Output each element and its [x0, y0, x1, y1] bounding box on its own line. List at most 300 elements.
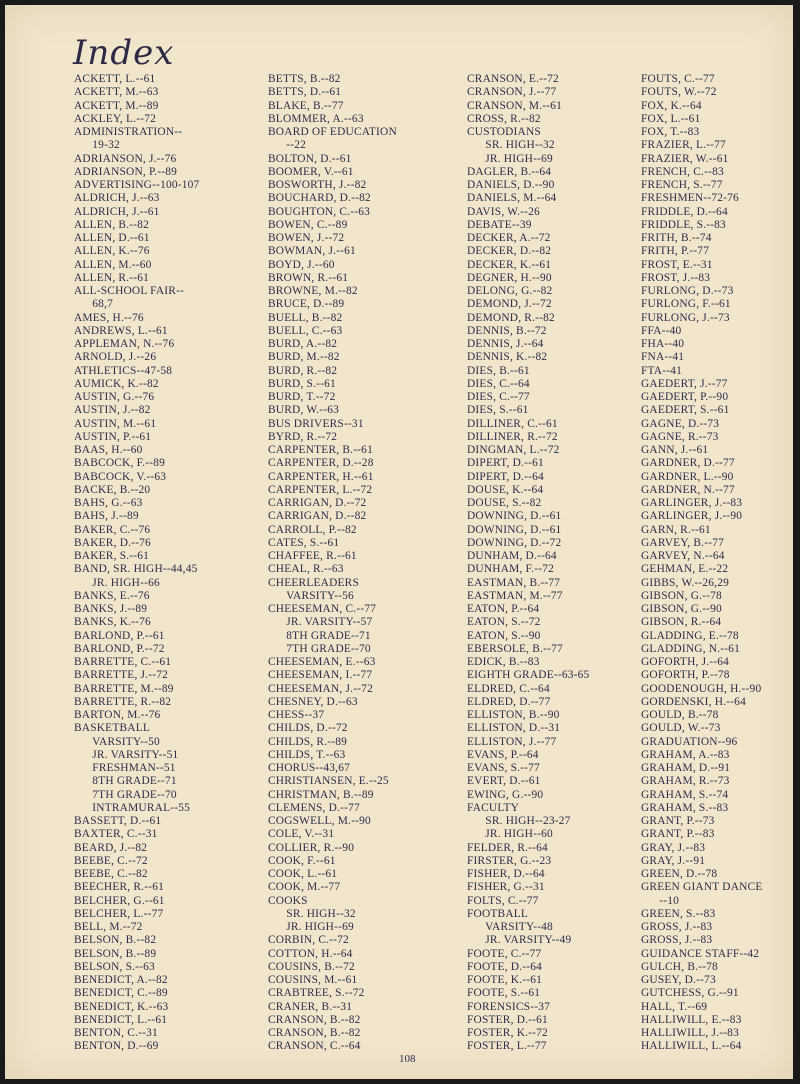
- index-entry: GARLINGER, J.--90: [641, 510, 743, 523]
- index-entry: EVANS, P.--64: [467, 748, 539, 761]
- index-entry: GROSS, J.--83: [641, 934, 713, 947]
- index-entry: CHEESEMAN, I.--77: [268, 669, 373, 682]
- index-entry: GREEN, S.--83: [641, 907, 716, 920]
- index-entry: GRANT, P.--73: [641, 815, 715, 827]
- index-entry: AUSTIN, M.--61: [74, 417, 157, 430]
- index-entry: BENEDICT, C.--89: [74, 987, 168, 1000]
- index-entry: BUELL, C.--63: [268, 324, 343, 337]
- index-entry: AMES, H.--76: [74, 311, 144, 324]
- index-entry: DIPERT, D.--61: [467, 457, 544, 470]
- index-entry: SR. HIGH--32: [268, 907, 356, 920]
- index-entry: EWING, G.--90: [467, 788, 544, 801]
- index-entry: DILLINER, C.--61: [467, 417, 558, 430]
- index-entry: FELDER, R.--64: [467, 841, 548, 854]
- index-entry: BABCOCK, V.--63: [74, 470, 167, 483]
- index-entry: GREEN, D.--78: [641, 868, 718, 880]
- index-entry: ARNOLD, J.--26: [74, 351, 157, 364]
- index-entry: BELCHER, L.--77: [74, 907, 164, 920]
- index-entry: BANKS, J.--89: [74, 603, 148, 615]
- index-entry: --22: [268, 139, 307, 152]
- index-entry: DILLINER, R.--72: [467, 430, 558, 443]
- index-entry: BENEDICT, L.--61: [74, 1013, 168, 1026]
- index-entry: COTTON, H.--64: [268, 947, 353, 960]
- index-entry: EATON, S.--72: [467, 616, 541, 629]
- index-entry: DENNIS, J.--64: [467, 338, 544, 350]
- index-entry: GRAHAM, A.--83: [641, 748, 730, 761]
- index-entry: DECKER, A.--72: [467, 232, 551, 244]
- index-entry: FOUTS, C.--77: [641, 73, 715, 85]
- index-entry: BUS DRIVERS--31: [268, 417, 364, 430]
- index-entry: FRITH, P.--77: [641, 245, 710, 258]
- index-entry: BYRD, R.--72: [268, 430, 338, 443]
- index-entry: DELONG, G.--82: [467, 285, 553, 297]
- index-entry: GARLINGER, J.--83: [641, 497, 743, 509]
- index-entry: ACKETT, L.--61: [74, 73, 156, 85]
- index-entry: COLLIER, R.--90: [268, 841, 355, 854]
- index-entry: FRITH, B.--74: [641, 232, 712, 244]
- index-entry: 7TH GRADE--70: [268, 642, 371, 655]
- index-entry: CRANER, B.--31: [268, 1000, 353, 1013]
- index-entry: ALDRICH, J.--61: [74, 205, 160, 218]
- index-entry: CHEESEMAN, E.--63: [268, 656, 376, 668]
- index-entry: DIPERT, D.--64: [467, 470, 544, 483]
- index-entry: FOSTER, D.--61: [467, 1013, 548, 1026]
- index-entry: CHEESEMAN, C.--77: [268, 603, 377, 615]
- index-entry: BOSWORTH, J.--82: [268, 179, 367, 191]
- index-entry: CHILDS, D.--72: [268, 722, 348, 735]
- index-entry: ALDRICH, J.--63: [74, 192, 160, 205]
- index-entry: BENEDICT, A.--82: [74, 974, 168, 986]
- index-entry: DIES, C.--64: [467, 377, 530, 390]
- index-entry: 8TH GRADE--71: [74, 775, 177, 788]
- index-entry: CRANSON, C.--64: [268, 1040, 361, 1053]
- index-entry: FOSTER, K.--72: [467, 1027, 548, 1039]
- index-entry: GROSS, J.--83: [641, 921, 713, 933]
- index-entry: BLAKE, B.--77: [268, 99, 344, 112]
- index-entry: BARLOND, P.--61: [74, 629, 165, 642]
- index-column-3: [467, 73, 589, 1054]
- index-entry: GULCH, B.--78: [641, 960, 718, 973]
- index-entry: GRAHAM, S.--74: [641, 788, 729, 801]
- index-entry: FOX, K.--64: [641, 99, 702, 112]
- index-entry: CHEAL, R.--63: [268, 563, 344, 576]
- index-entry: CHESNEY, D.--63: [268, 695, 358, 708]
- index-entry: COUSINS, B.--72: [268, 960, 355, 973]
- index-entry: 8TH GRADE--71: [268, 629, 371, 642]
- index-entry: CRANSON, B.--82: [268, 1027, 361, 1039]
- index-entry: FOOTE, C.--77: [467, 947, 542, 960]
- index-entry: FRESHMEN--72-76: [641, 192, 739, 205]
- index-entry: CHAFFEE, R.--61: [268, 550, 357, 562]
- index-entry: ACKLEY, L.--72: [74, 112, 156, 125]
- index-entry: FOUTS, W.--72: [641, 86, 717, 99]
- index-entry: BAKER, S.--61: [74, 550, 150, 562]
- index-entry: BELCHER, G.--61: [74, 894, 165, 907]
- index-entry: CHILDS, R.--89: [268, 735, 348, 748]
- index-entry: DUNHAM, F.--72: [467, 563, 554, 576]
- index-entry: GORDENSKI, H.--64: [641, 695, 746, 708]
- index-entry: GUTCHESS, G.--91: [641, 987, 739, 1000]
- index-entry: GRANT, P.--83: [641, 828, 715, 841]
- index-entry: FRIDDLE, D.--64: [641, 205, 728, 218]
- index-entry: GARVEY, B.--77: [641, 536, 724, 549]
- index-entry: HALLIWILL, L.--64: [641, 1040, 742, 1053]
- index-entry: ADMINISTRATION--: [74, 126, 183, 138]
- index-entry: BELSON, B.--82: [74, 934, 157, 947]
- index-entry: FFA--40: [641, 324, 682, 337]
- index-entry: FURLONG, D.--73: [641, 285, 734, 297]
- index-entry: EATON, S.--90: [467, 629, 541, 642]
- index-entry: FOX, L.--61: [641, 112, 701, 125]
- index-entry: BURD, S.--61: [268, 377, 336, 390]
- index-entry: FOOTE, K.--61: [467, 974, 543, 986]
- index-entry: BOWEN, C.--89: [268, 218, 348, 231]
- index-entry: EATON, P.--64: [467, 603, 540, 615]
- index-entry: COOK, M.--77: [268, 881, 341, 894]
- index-entry: HALL, T.--69: [641, 1000, 708, 1013]
- index-entry: GLADDING, N.--61: [641, 642, 741, 655]
- index-entry: FOOTE, S.--61: [467, 987, 541, 1000]
- index-entry: --10: [641, 894, 680, 907]
- index-entry: FROST, J.--83: [641, 271, 711, 284]
- index-entry: GOULD, W.--73: [641, 722, 721, 735]
- index-entry: GOODENOUGH, H.--90: [641, 682, 762, 695]
- index-entry: BLOMMER, A.--63: [268, 112, 364, 125]
- index-entry: ADRIANSON, J.--76: [74, 152, 177, 165]
- index-entry: GARDNER, N.--77: [641, 483, 735, 496]
- index-entry: HALLIWILL, E.--83: [641, 1013, 742, 1026]
- index-entry: DAGLER, B.--64: [467, 165, 552, 178]
- index-entry: DEMOND, R.--82: [467, 311, 555, 324]
- index-entry: FRENCH, C.--83: [641, 165, 724, 178]
- index-entry: GUIDANCE STAFF--42: [641, 947, 760, 960]
- index-entry: AUSTIN, P.--61: [74, 430, 152, 443]
- index-entry: JR. HIGH--69: [467, 152, 553, 165]
- index-entry: 19-32: [74, 139, 120, 152]
- index-entry: JR. HIGH--60: [467, 828, 553, 841]
- index-entry: BEECHER, R.--61: [74, 881, 165, 894]
- index-entry: VARSITY--50: [74, 735, 160, 748]
- index-entry: GIBSON, R.--64: [641, 616, 722, 629]
- index-entry: FURLONG, J.--73: [641, 311, 730, 324]
- index-entry: GAEDERT, P.--90: [641, 391, 729, 403]
- index-entry: BOOMER, V.--61: [268, 165, 354, 178]
- index-entry: GIBBS, W.--26,29: [641, 576, 730, 589]
- index-entry: COGSWELL, M.--90: [268, 815, 371, 827]
- index-entry: BAAS, H.--60: [74, 444, 143, 456]
- index-entry: EASTMAN, B.--77: [467, 576, 561, 589]
- index-entry: GRAHAM, S.--83: [641, 801, 729, 814]
- index-entry: BASKETBALL: [74, 722, 151, 735]
- index-entry: COOK, F.--61: [268, 854, 336, 867]
- index-entry: BAKER, C.--76: [74, 523, 151, 536]
- index-entry: FOSTER, L.--77: [467, 1040, 547, 1053]
- index-entry: GAEDERT, J.--77: [641, 377, 728, 390]
- index-entry: HALLIWILL, J.--83: [641, 1027, 739, 1039]
- index-entry: FROST, E.--31: [641, 258, 713, 271]
- index-entry: DECKER, K.--61: [467, 258, 552, 271]
- index-entry: BAXTER, C.--31: [74, 828, 158, 841]
- index-entry: INTRAMURAL--55: [74, 801, 190, 814]
- index-entry: ATHLETICS--47-58: [74, 364, 173, 377]
- index-entry: GRADUATION--96: [641, 735, 738, 748]
- index-entry: BENTON, D.--69: [74, 1040, 159, 1053]
- index-entry: BENTON, C.--31: [74, 1027, 158, 1039]
- index-entry: DEMOND, J.--72: [467, 298, 552, 311]
- index-entry: ALLEN, R.--61: [74, 271, 150, 284]
- index-entry: AUSTIN, G.--76: [74, 391, 155, 403]
- index-entry: CLEMENS, D.--77: [268, 801, 360, 814]
- index-entry: GOULD, B.--78: [641, 709, 719, 721]
- index-entry: AUSTIN, J.--82: [74, 404, 151, 417]
- index-entry: DOWNING, D.--72: [467, 536, 562, 549]
- index-entry: VARSITY--56: [268, 589, 354, 602]
- index-entry: FOLTS, C.--77: [467, 894, 539, 907]
- index-column-4: [641, 73, 763, 1054]
- index-entry: DOUSE, S.--82: [467, 497, 542, 509]
- page-title: Index: [73, 33, 175, 73]
- index-entry: GRAY, J.--83: [641, 841, 706, 854]
- index-entry: EBERSOLE, B.--77: [467, 642, 563, 655]
- index-entry: BURD, R.--82: [268, 364, 338, 377]
- index-entry: BAKER, D.--76: [74, 536, 151, 549]
- index-entry: DAVIS, W.--26: [467, 205, 540, 218]
- index-entry: CUSTODIANS: [467, 126, 541, 138]
- index-entry: CARPENTER, B.--61: [268, 444, 373, 456]
- index-entry: GLADDING, E.--78: [641, 629, 739, 642]
- index-entry: GREEN GIANT DANCE: [641, 881, 763, 894]
- index-entry: COOK, L.--61: [268, 868, 338, 880]
- index-entry: BANKS, E.--76: [74, 589, 150, 602]
- index-entry: DANIELS, M.--64: [467, 192, 557, 205]
- index-entry: ALL-SCHOOL FAIR--: [74, 285, 185, 297]
- index-entry: BROWNE, M.--82: [268, 285, 358, 297]
- index-entry: ADRIANSON, P.--89: [74, 165, 178, 178]
- index-entry: CARPENTER, H.--61: [268, 470, 374, 483]
- index-entry: CRANSON, E.--72: [467, 73, 559, 85]
- index-entry: COUSINS, M.--61: [268, 974, 358, 986]
- index-entry: FISHER, D.--64: [467, 868, 545, 880]
- index-entry: ELLISTON, B.--90: [467, 709, 560, 721]
- index-entry: COOKS: [268, 894, 308, 907]
- index-entry: DOWNING, D.--61: [467, 510, 562, 523]
- index-entry: DIES, S.--61: [467, 404, 529, 417]
- index-entry: ALLEN, M.--60: [74, 258, 152, 271]
- index-entry: BEEBE, C.--82: [74, 868, 148, 880]
- index-entry: BAHS, J.--89: [74, 510, 139, 523]
- index-entry: CRABTREE, S.--72: [268, 987, 365, 1000]
- index-entry: BANKS, K.--76: [74, 616, 151, 629]
- index-entry: FNA--41: [641, 351, 685, 364]
- index-entry: EVANS, S.--77: [467, 762, 540, 774]
- index-entry: BASSETT, D.--61: [74, 815, 162, 827]
- index-entry: DIES, C.--77: [467, 391, 530, 403]
- index-entry: GAGNE, D.--73: [641, 417, 720, 430]
- index-entry: 7TH GRADE--70: [74, 788, 177, 801]
- index-entry: FRESHMAN--51: [74, 762, 176, 774]
- index-entry: FISHER, G.--31: [467, 881, 545, 894]
- index-entry: EVERT, D.--61: [467, 775, 541, 788]
- index-entry: VARSITY--48: [467, 921, 553, 933]
- index-entry: CORBIN, C.--72: [268, 934, 349, 947]
- index-entry: BROWN, R.--61: [268, 271, 349, 284]
- index-entry: CHILDS, T.--63: [268, 748, 346, 761]
- index-entry: GRAY, J.--91: [641, 854, 706, 867]
- index-entry: DANIELS, D.--90: [467, 179, 555, 191]
- index-entry: CHESS--37: [268, 709, 325, 721]
- index-entry: BEARD, J.--82: [74, 841, 148, 854]
- index-entry: CARPENTER, D.--28: [268, 457, 374, 470]
- index-entry: DECKER, D.--82: [467, 245, 552, 258]
- index-entry: DEGNER, H.--90: [467, 271, 552, 284]
- index-entry: DINGMAN, L.--72: [467, 444, 560, 456]
- index-entry: FTA--41: [641, 364, 682, 377]
- index-entry: BARTON, M.--76: [74, 709, 161, 721]
- index-entry: BOARD OF EDUCATION: [268, 126, 397, 138]
- index-entry: BELSON, S.--63: [74, 960, 155, 973]
- index-entry: GUSEY, D.--73: [641, 974, 716, 986]
- index-entry: BOWMAN, J.--61: [268, 245, 356, 258]
- index-entry: BENEDICT, K.--63: [74, 1000, 169, 1013]
- index-entry: FOOTE, D.--64: [467, 960, 543, 973]
- index-entry: BOWEN, J.--72: [268, 232, 345, 244]
- index-entry: BARRETTE, C.--61: [74, 656, 172, 668]
- index-entry: ACKETT, M.--89: [74, 99, 159, 112]
- index-entry: BURD, A.--82: [268, 338, 338, 350]
- index-entry: FOOTBALL: [467, 907, 529, 920]
- index-entry: ALLEN, B.--82: [74, 218, 150, 231]
- index-entry: GOFORTH, P.--78: [641, 669, 730, 682]
- index-entry: DUNHAM, D.--64: [467, 550, 557, 562]
- index-entry: GARDNER, L.--90: [641, 470, 734, 483]
- index-entry: FHA--40: [641, 338, 685, 350]
- index-entry: BARRETTE, J.--72: [74, 669, 169, 682]
- index-entry: COLE, V.--31: [268, 828, 335, 841]
- index-entry: FRAZIER, W.--61: [641, 152, 729, 165]
- index-entry: FRIDDLE, S.--83: [641, 218, 726, 231]
- index-entry: BABCOCK, F.--89: [74, 457, 166, 470]
- index-entry: DENNIS, B.--72: [467, 324, 547, 337]
- index-entry: BOUCHARD, D.--82: [268, 192, 371, 205]
- index-entry: GIBSON, G.--78: [641, 589, 722, 602]
- index-entry: GRAHAM, D.--91: [641, 762, 731, 774]
- index-entry: ADVERTISING--100-107: [74, 179, 200, 191]
- index-entry: ANDREWS, L.--61: [74, 324, 168, 337]
- index-entry: BOYD, J.--60: [268, 258, 335, 271]
- index-entry: BOLTON, D.--61: [268, 152, 352, 165]
- index-entry: BEEBE, C.--72: [74, 854, 148, 867]
- index-entry: BOUGHTON, C.--63: [268, 205, 371, 218]
- index-entry: JR. VARSITY--57: [268, 616, 373, 629]
- index-entry: BURD, T.--72: [268, 391, 336, 403]
- index-entry: DOWNING, D.--61: [467, 523, 562, 536]
- index-entry: ELLISTON, J.--77: [467, 735, 557, 748]
- index-entry: GANN, J.--61: [641, 444, 709, 456]
- index-entry: ACKETT, M.--63: [74, 86, 159, 99]
- index-entry: JR. VARSITY--51: [74, 748, 179, 761]
- index-entry: CARPENTER, L.--72: [268, 483, 373, 496]
- index-entry: CARROLL, P.--82: [268, 523, 357, 536]
- index-entry: DENNIS, K.--82: [467, 351, 548, 364]
- index-entry: DOUSE, K.--64: [467, 483, 544, 496]
- index-entry: BURD, W.--63: [268, 404, 340, 417]
- index-entry: EIGHTH GRADE--63-65: [467, 669, 590, 682]
- page-number: 108: [399, 1053, 416, 1065]
- index-entry: BUELL, B.--82: [268, 311, 343, 324]
- index-entry: JR. HIGH--69: [268, 921, 354, 933]
- index-entry: BARRETTE, M.--89: [74, 682, 174, 695]
- index-entry: FOX, T.--83: [641, 126, 700, 138]
- index-entry: DEBATE--39: [467, 218, 532, 231]
- index-entry: GRAHAM, R.--73: [641, 775, 730, 788]
- index-entry: EASTMAN, M.--77: [467, 589, 563, 602]
- index-entry: CHEESEMAN, J.--72: [268, 682, 373, 695]
- index-entry: BURD, M.--82: [268, 351, 340, 364]
- index-entry: GOFORTH, J.--64: [641, 656, 730, 668]
- index-entry: GAGNE, R.--73: [641, 430, 719, 443]
- index-entry: GAEDERT, S.--61: [641, 404, 730, 417]
- index-entry: FIRSTER, G.--23: [467, 854, 552, 867]
- index-entry: ALLEN, K.--76: [74, 245, 150, 258]
- index-entry: JR. VARSITY--49: [467, 934, 572, 947]
- index-entry: BRUCE, D.--89: [268, 298, 345, 311]
- index-entry: 68,7: [74, 298, 114, 311]
- index-entry: BETTS, B.--82: [268, 73, 341, 85]
- index-column-1: [74, 73, 199, 1054]
- index-entry: CARRIGAN, D.--82: [268, 510, 367, 523]
- index-entry: BELSON, B.--89: [74, 947, 157, 960]
- index-entry: BARRETTE, R.--82: [74, 695, 172, 708]
- index-entry: FRENCH, S.--77: [641, 179, 723, 191]
- index-column-2: [268, 73, 397, 1054]
- index-entry: BAHS, G.--63: [74, 497, 143, 509]
- index-entry: BARLOND, P.--72: [74, 642, 165, 655]
- index-entry: SR. HIGH--23-27: [467, 815, 571, 827]
- index-entry: FURLONG, F.--61: [641, 298, 731, 311]
- index-entry: GARN, R.--61: [641, 523, 711, 536]
- index-page: [5, 5, 793, 1079]
- index-entry: CHEERLEADERS: [268, 576, 359, 589]
- index-entry: BELL, M.--72: [74, 921, 143, 933]
- index-entry: BACKE, B.--20: [74, 483, 151, 496]
- index-entry: ELDRED, D.--77: [467, 695, 551, 708]
- index-entry: CROSS, R.--82: [467, 112, 541, 125]
- index-entry: DIES, B.--61: [467, 364, 530, 377]
- index-entry: AUMICK, K.--82: [74, 377, 159, 390]
- index-entry: GARDNER, D.--77: [641, 457, 735, 470]
- index-entry: CHORUS--43,67: [268, 762, 351, 774]
- index-entry: FRAZIER, L.--77: [641, 139, 726, 152]
- index-entry: CARRIGAN, D.--72: [268, 497, 367, 509]
- index-entry: ALLEN, D.--61: [74, 232, 150, 244]
- index-entry: CHRISTMAN, B.--89: [268, 788, 374, 801]
- index-entry: CHRISTIANSEN, E.--25: [268, 775, 389, 788]
- index-entry: ELLISTON, D.--31: [467, 722, 561, 735]
- index-entry: APPLEMAN, N.--76: [74, 338, 175, 350]
- index-entry: CATES, S.--61: [268, 536, 340, 549]
- index-entry: CRANSON, B.--82: [268, 1013, 361, 1026]
- index-entry: FACULTY: [467, 801, 520, 814]
- index-entry: EDICK, B.--83: [467, 656, 540, 668]
- index-entry: CRANSON, M.--61: [467, 99, 563, 112]
- index-entry: JR. HIGH--66: [74, 576, 160, 589]
- index-entry: BAND, SR. HIGH--44,45: [74, 563, 198, 576]
- index-entry: GARVEY, N.--64: [641, 550, 725, 562]
- index-entry: GIBSON, G.--90: [641, 603, 722, 615]
- index-entry: SR. HIGH--32: [467, 139, 555, 152]
- index-entry: BETTS, D.--61: [268, 86, 342, 99]
- index-entry: GEHMAN, E.--22: [641, 563, 729, 576]
